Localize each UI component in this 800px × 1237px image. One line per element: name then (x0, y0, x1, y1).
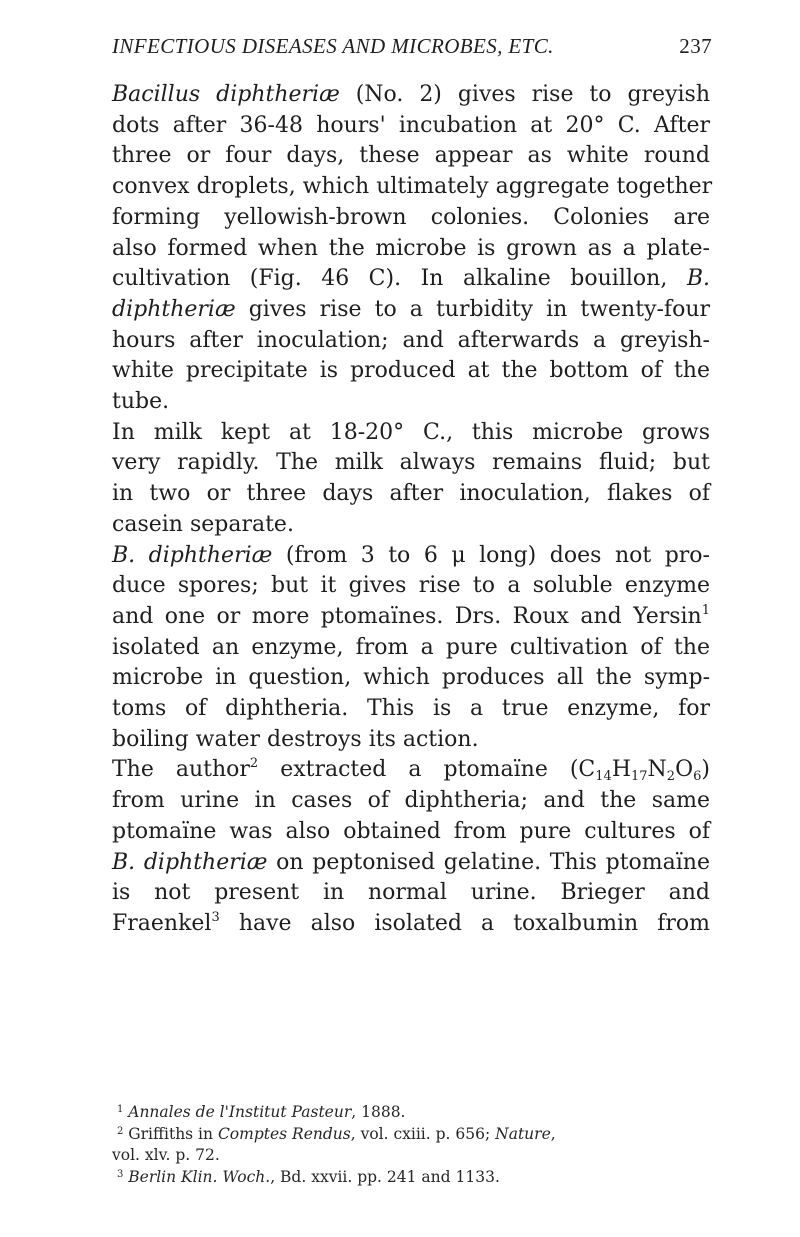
footnote-number: 3 (116, 1168, 124, 1180)
text-line: white precipitate is produced at the bottom of the (112, 358, 710, 384)
text-run: (from 3 to 6 μ long) does not pro- (272, 542, 710, 568)
text-run: N (647, 757, 667, 783)
text-line: isolated an enzyme, from a pure cultivation of the (112, 634, 710, 660)
text-run: extracted a ptomaïne (C (258, 757, 596, 783)
text-line: three or four days, these appear as white round (112, 143, 710, 169)
chemical-formula (258, 757, 710, 785)
species-name: B. diphtheriæ (112, 849, 268, 875)
text-line: convex droplets, which ultimately aggregate together (112, 174, 713, 200)
text-line: duce spores; but it gives rise to a soluble enzyme (112, 573, 710, 599)
text-run: , (550, 1124, 556, 1143)
text-run: , 1888. (351, 1103, 406, 1121)
footnote-2-continuation: vol. xlv. p. 72. (112, 1146, 220, 1164)
text-line: boiling water destroys its action. (112, 726, 479, 752)
text-line (112, 602, 710, 633)
paragraph-2 (112, 418, 710, 541)
subscript: 6 (693, 769, 702, 785)
text-run: Fraenkel (112, 910, 212, 936)
text-line: also formed when the microbe is grown as a plate- (112, 235, 710, 261)
footnotes (112, 1102, 710, 1188)
text-run: gives rise to a turbidity in twenty-four (235, 296, 710, 322)
footnote-ref-2: 2 (249, 756, 259, 772)
text-run: ) (701, 757, 710, 783)
paragraph-1 (112, 80, 713, 418)
text-run: The author (112, 757, 250, 783)
text-run: , vol. cxiii. p. 656; (350, 1124, 496, 1143)
footnote-ref-3: 3 (211, 909, 220, 925)
footnote-number: 1 (116, 1104, 124, 1115)
text-line: from urine in cases of diphtheria; and the same (112, 788, 710, 814)
species-name: B. (686, 266, 710, 292)
text-line: is not present in normal urine. Brieger and (112, 880, 710, 906)
footnote-ref-1: 1 (701, 602, 710, 618)
text-line: microbe in question, which produces all the symp- (112, 665, 710, 691)
text-line: ptomaïne was also obtained from pure cultures of (112, 818, 710, 844)
text-line (112, 80, 710, 111)
body-text (112, 80, 713, 940)
text-run: , Bd. xxvii. pp. 241 and 1133. (270, 1167, 500, 1186)
text-line (112, 755, 710, 786)
citation-title: Berlin Klin. Woch. (128, 1167, 271, 1186)
footnote-1 (112, 1102, 710, 1124)
text-line: in two or three days after inoculation, flakes of (112, 481, 710, 507)
text-line (112, 909, 710, 940)
citation-title: Annales de l'Institut Pasteur (128, 1103, 352, 1121)
text-run: H (611, 757, 631, 783)
text-line: dots after 36-48 hours' incubation at 20° C. After (112, 112, 710, 138)
text-line (112, 541, 710, 572)
running-header (112, 34, 712, 66)
species-name: Bacillus diphtheriæ (112, 82, 340, 107)
citation-title: Comptes Rendus (217, 1124, 351, 1143)
text-line: tube. (112, 389, 170, 415)
text-run: O (675, 757, 694, 783)
text-run: cultivation (Fig. 46 C). In alkaline bouillon, (112, 266, 687, 292)
subscript: 17 (631, 769, 648, 785)
text-line: In milk kept at 18-20° C., this microbe grows (112, 419, 710, 445)
text-line (112, 848, 710, 879)
running-title: INFECTIOUS DISEASES AND MICROBES, ETC. (112, 34, 554, 58)
footnote-number: 2 (116, 1125, 124, 1137)
footnote-3 (112, 1167, 710, 1189)
text-line: very rapidly. The milk always remains fluid; but (112, 450, 710, 476)
text-run: Griffiths in (128, 1124, 218, 1143)
citation-title: Nature (495, 1124, 551, 1143)
text-line: forming yellowish-brown colonies. Colonies are (112, 204, 710, 230)
page-number: 237 (679, 34, 712, 58)
text-line (112, 295, 710, 326)
text-line: toms of diphtheria. This is a true enzyme, for (112, 696, 710, 722)
text-run: and one or more ptomaïnes. Drs. Roux and Yersin (112, 603, 702, 629)
subscript: 14 (595, 769, 612, 785)
text-line (112, 264, 710, 295)
text-run: (No. 2) gives rise to greyish (339, 82, 711, 107)
subscript: 2 (666, 769, 676, 785)
species-name: diphtheriæ (112, 296, 236, 322)
paragraph-3 (112, 541, 710, 756)
text-line: hours after inoculation; and afterwards a greyish- (112, 327, 710, 353)
footnote-2 (112, 1124, 710, 1146)
paragraph-4 (112, 755, 710, 939)
text-run: on peptonised gelatine. This ptomaïne (267, 849, 710, 875)
text-run: have also isolated a toxalbumin from (219, 910, 710, 936)
text-line: casein separate. (112, 511, 294, 537)
species-name: B. diphtheriæ (112, 542, 273, 568)
